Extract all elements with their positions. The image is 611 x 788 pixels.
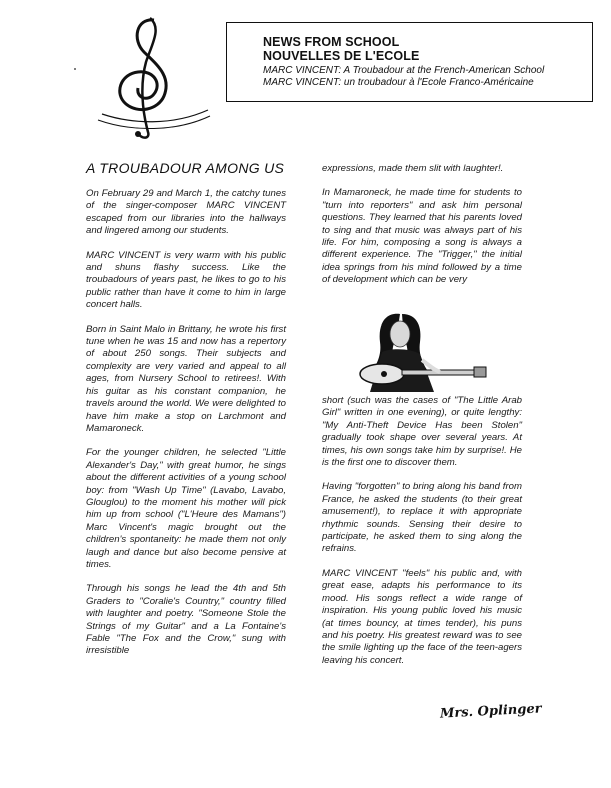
scan-speck bbox=[74, 68, 76, 70]
paragraph: In Mamaroneck, he made time for students to "turn into reporters" and ask him personal questions. They learned that his parents loved to sing and that music was always part of his life. For him, composing a song is always a different experience. The "Trigger," the initial idea springs from his mind followed by a time of development which can be very bbox=[322, 187, 522, 286]
paragraph: For the younger children, he selected "Little Alexander's Day," with great humor, he sings about the different activities of a young school boy: from "Wash Up Time" (Lavabo, Lavabo, Glouglou) to the moment his mother will pick him up from school ("L'Heure des Mamans") Marc Vincent's magic brought out the children's spontaneity: he made them not only laugh and dance but also become pensive at times. bbox=[86, 447, 286, 570]
paragraph: Having "forgotten" to bring along his band from France, he asked the students (to their great amusement!), to replace it with appropriate rhythmic sounds. Sensing their desire to participate, he asked them to sing along the refrains. bbox=[322, 481, 522, 555]
paragraph: Born in Saint Malo in Brittany, he wrote his first tune when he was 15 and now has a repertory of about 250 songs. Their subjects and complexity are very varied and appeal to all ages, from Nursery School to retirees!. With his guitar as his constant companion, he travels around the world. We were delighted to have him make a stop on Larchmont and Mamaroneck. bbox=[86, 323, 286, 434]
author-signature: Mrs. Oplinger bbox=[439, 701, 542, 722]
header-title: NEWS FROM SCHOOL bbox=[263, 35, 400, 49]
article-column-right-bottom bbox=[322, 395, 522, 679]
paragraph: MARC VINCENT is very warm with his public and shuns flashy success. Like the troubadours of years past, he likes to go to his public rather than have it come to him in large concert halls. bbox=[86, 249, 286, 311]
header-subtitle-french: MARC VINCENT: un troubadour à l'Ecole Franco-Américaine bbox=[263, 77, 534, 88]
paragraph: On February 29 and March 1, the catchy tunes of the singer-composer MARC VINCENT escaped from our libraries into the hallways and lingered among our students. bbox=[86, 188, 286, 237]
article-title: A TROUBADOUR AMONG US bbox=[86, 160, 285, 176]
treble-clef-icon bbox=[92, 14, 212, 139]
header-title-french: NOUVELLES DE L'ECOLE bbox=[263, 49, 420, 63]
paragraph: Through his songs he lead the 4th and 5th Graders to "Coralie's Country," country filled with laughter and poetry. "Someone Stole the Strings of my Guitar" and a La Fontaine's Fable "The Fox and the Crow," sung with irresistible bbox=[86, 583, 286, 657]
paragraph: short (such was the cases of "The Little Arab Girl" written in one evening), or quite lengthy: "My Anti-Theft Device Has been Stolen" gradually took shape over several years. At times, his own songs take him by surprise!. He is the first one to discover them. bbox=[322, 395, 522, 469]
header-subtitle: MARC VINCENT: A Troubadour at the French-American School bbox=[263, 65, 545, 76]
paragraph: expressions, made them slit with laughter!. bbox=[322, 163, 504, 174]
newsletter-header bbox=[226, 22, 593, 102]
article-column-left bbox=[86, 188, 286, 670]
guitarist-photo bbox=[330, 308, 490, 392]
article-column-right-top bbox=[322, 163, 522, 299]
paragraph: MARC VINCENT "feels" his public and, with great ease, adapts his performance to its mood. His songs reflect a wide range of inspiration. His young public loved his music (at times bouncy, at times tender), his puns and his poetry. His greatest reward was to see the smile lighting up the face of the teen-agers leaving his concert. bbox=[322, 567, 522, 666]
